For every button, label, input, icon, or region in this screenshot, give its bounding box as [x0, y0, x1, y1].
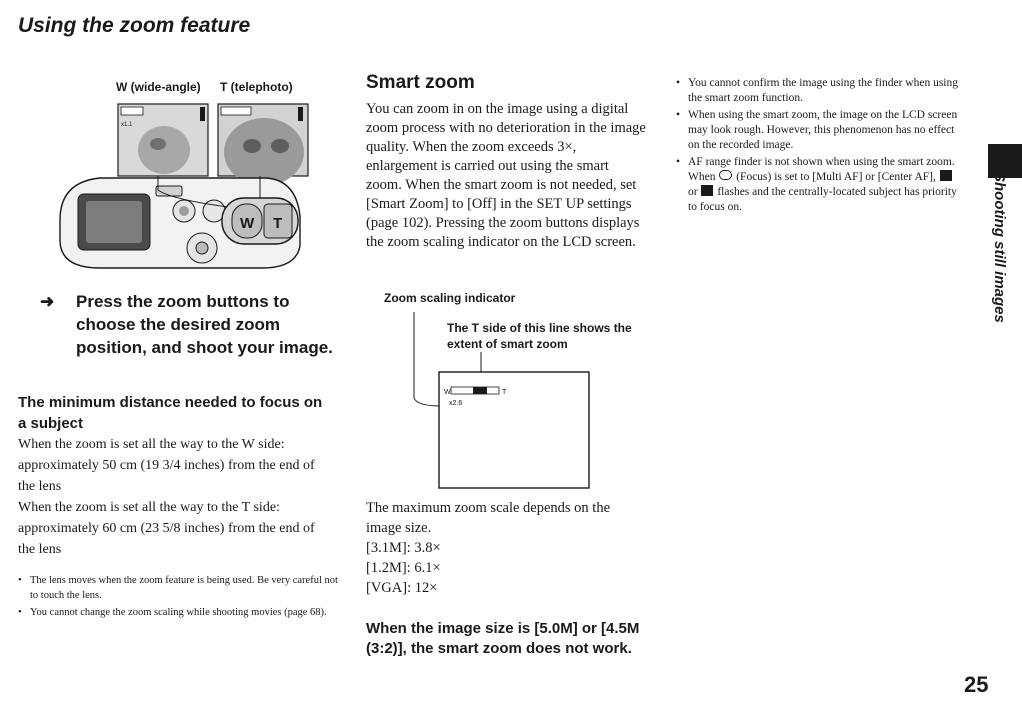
note-item: • You cannot change the zoom scaling while shooting movies (page 68). [18, 605, 338, 620]
telephoto-label: T (telephoto) [220, 80, 293, 94]
telephoto-screen [218, 104, 308, 186]
wide-angle-label: W (wide-angle) [116, 80, 201, 94]
arrow-icon: ➜ [40, 292, 55, 311]
scale-row: [3.1M]: 3.8× [366, 540, 441, 556]
note-item: • The lens moves when the zoom feature is being used. Be very careful not to touch the lens. [18, 573, 338, 603]
focus-icon [719, 170, 732, 180]
left-notes [18, 573, 338, 622]
min-distance-t: When the zoom is set all the way to the T side: approximately 60 cm (23 5/8 inches) from the end of the lens [18, 500, 315, 557]
page-number: 25 [964, 672, 989, 697]
t-side-label: The T side of this line shows the extent of smart zoom [447, 321, 632, 351]
section-tab-label [990, 158, 1012, 323]
right-notes [676, 76, 961, 217]
min-distance-heading: The minimum distance needed to focus on a subject [18, 394, 323, 432]
multi-af-frame-icon [940, 170, 952, 181]
lcd-t-label: T [502, 389, 507, 396]
max-zoom-scale [366, 498, 648, 598]
camera-zoom-figure [52, 70, 322, 275]
zoom-button-callout [222, 198, 298, 244]
min-distance-body [18, 434, 328, 560]
af-note-part3: flashes and the centrally-located subject has priority to focus on. [688, 186, 957, 213]
wide-angle-screen [118, 104, 208, 176]
zoom-indicator-label: Zoom scaling indicator [384, 291, 516, 305]
af-note-or: or [688, 186, 698, 198]
note-item: • When using the smart zoom, the image on the LCD screen may look rough. However, this phenomenon has no effect on the recorded image. [676, 108, 961, 153]
af-note-part2: (Focus) is set to [Multi AF] or [Center AF], [736, 171, 936, 183]
zoom-t-button: T [273, 215, 283, 232]
af-note-part1: AF range finder is not shown when using the smart zoom. When [688, 156, 955, 183]
min-distance-w: When the zoom is set all the way to the W side: approximately 50 cm (19 3/4 inches) from the end of the lens [18, 437, 315, 494]
instruction-text: Press the zoom buttons to choose the desired zoom position, and shoot your image. [76, 292, 333, 357]
note-item [676, 155, 961, 215]
max-scale-text: The maximum zoom scale depends on the image size. [366, 500, 611, 536]
image-size-heading: When the image size is [5.0M] or [4.5M (3:2)], the smart zoom does not work. [366, 620, 640, 657]
smart-zoom-body: You can zoom in on the image using a digital zoom process with no deterioration in the image quality. When the zoom exceeds 3×, enlargement is carried out using the smart zoom. When the smart zoom is not needed, set [Smart Zoom] to [Off] in the SET UP settings (page 102). Pressing the zoom buttons displays the zoom scaling indicator on the LCD screen. [366, 101, 646, 250]
page-title: Using the zoom feature [18, 14, 251, 37]
lcd-scale-text: x1.1 [121, 122, 133, 128]
zoom-w-button: W [240, 215, 255, 232]
note-item: • You cannot confirm the image using the finder when using the smart zoom function. [676, 76, 961, 106]
lcd-scale-value: x2.6 [449, 400, 463, 407]
scale-row: [VGA]: 12× [366, 580, 438, 596]
scale-row: [1.2M]: 6.1× [366, 560, 441, 576]
lcd-w-label: W [444, 389, 451, 396]
center-af-frame-icon [701, 185, 713, 196]
smart-zoom-title: Smart zoom [366, 72, 475, 93]
instruction-step [40, 290, 340, 359]
section-tab-text: Shooting still images [991, 172, 1008, 323]
